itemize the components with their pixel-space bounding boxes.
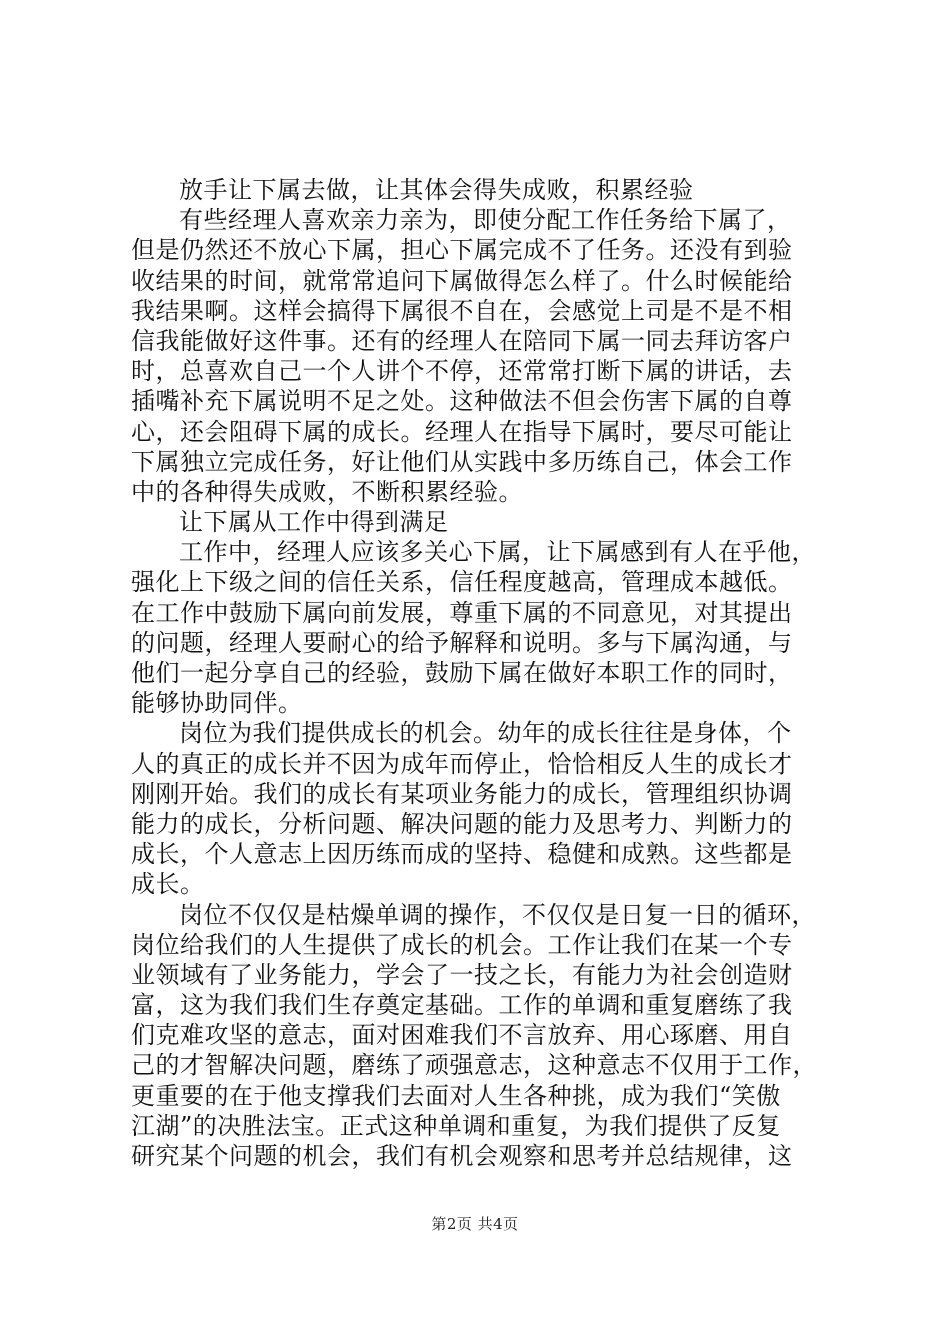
- text-line: 富，这为我们我们生存奠定基础。工作的单调和重复磨练了我: [131, 991, 793, 1020]
- text-line: 下属独立完成任务，好让他们从实践中多历练自己，体会工作: [131, 447, 793, 476]
- paragraph-position: [131, 900, 831, 1172]
- text-line: 岗位为我们提供成长的机会。幼年的成长往往是身体，个: [179, 719, 792, 748]
- paragraph-delegate: [131, 205, 831, 507]
- paragraph-satisfaction: [131, 537, 831, 718]
- text-line: 中的各种得失成败，不断积累经验。: [131, 477, 523, 506]
- text-line: 但是仍然还不放心下属，担心下属完成不了任务。还没有到验: [131, 236, 793, 265]
- text-line: 们克难攻坚的意志，面对困难我们不言放弃、用心琢磨、用自: [131, 1021, 793, 1050]
- text-line: 能力的成长，分析问题、解决问题的能力及思考力、判断力的: [131, 809, 793, 838]
- text-line: 插嘴补充下属说明不足之处。这种做法不但会伤害下属的自尊: [131, 387, 793, 416]
- heading-satisfaction: [131, 507, 831, 537]
- text-line: 江湖”的决胜法宝。正式这种单调和重复，为我们提供了反复: [131, 1111, 781, 1140]
- text-line: 业领域有了业务能力，学会了一技之长，有能力为社会创造财: [131, 960, 793, 989]
- text-line: 刚刚开始。我们的成长有某项业务能力的成长，管理组织协调: [131, 779, 793, 808]
- text-line: 成长，个人意志上因历练而成的坚持、稳健和成熟。这些都是: [131, 840, 793, 869]
- text-line: 能够协助同伴。: [131, 689, 303, 718]
- text-line: 己的才智解决问题，磨练了顽强意志，这种意志不仅用于工作，: [131, 1051, 817, 1080]
- text-line: 有些经理人喜欢亲力亲为，即使分配工作任务给下属了，: [179, 206, 792, 235]
- text-line: 的问题，经理人要耐心的给予解释和说明。多与下属沟通，与: [131, 628, 793, 657]
- heading-delegate: [131, 175, 831, 205]
- text-line: 人的真正的成长并不因为成年而停止，恰恰相反人生的成长才: [131, 749, 793, 778]
- text-line: 信我能做好这件事。还有的经理人在陪同下属一同去拜访客户: [131, 326, 793, 355]
- text-line: 时，总喜欢自己一个人讲个不停，还常常打断下属的讲话，去: [131, 357, 793, 386]
- text-line: 研究某个问题的机会，我们有机会观察和思考并总结规律，这: [131, 1142, 793, 1170]
- page-number-footer: 第2页 共4页: [431, 1215, 519, 1233]
- text-line: 放手让下属去做，让其体会得失成败，积累经验: [179, 176, 694, 204]
- text-line: 强化上下级之间的信任关系，信任程度越高，管理成本越低。: [131, 568, 793, 597]
- text-line: 让下属从工作中得到满足: [179, 508, 449, 537]
- text-line: 在工作中鼓励下属向前发展，尊重下属的不同意见，对其提出: [131, 598, 793, 627]
- paragraph-growth: [131, 718, 831, 899]
- text-line: 岗位给我们的人生提供了成长的机会。工作让我们在某一个专: [131, 930, 793, 959]
- text-line: 他们一起分享自己的经验，鼓励下属在做好本职工作的同时，: [131, 659, 793, 687]
- document-body: [131, 175, 831, 1171]
- text-line: 我结果啊。这样会搞得下属很不自在，会感觉上司是不是不相: [131, 296, 793, 325]
- text-line: 工作中，经理人应该多关心下属，让下属感到有人在乎他，: [179, 538, 816, 567]
- text-line: 收结果的时间，就常常追问下属做得怎么样了。什么时候能给: [131, 266, 793, 295]
- text-line: 心，还会阻碍下属的成长。经理人在指导下属时，要尽可能让: [131, 417, 793, 446]
- text-line: 更重要的在于他支撑我们去面对人生各种挑，成为我们“笑傲: [131, 1081, 781, 1110]
- text-line: 成长。: [131, 870, 205, 899]
- text-line: 岗位不仅仅是枯燥单调的操作，不仅仅是日复一日的循环，: [179, 900, 816, 929]
